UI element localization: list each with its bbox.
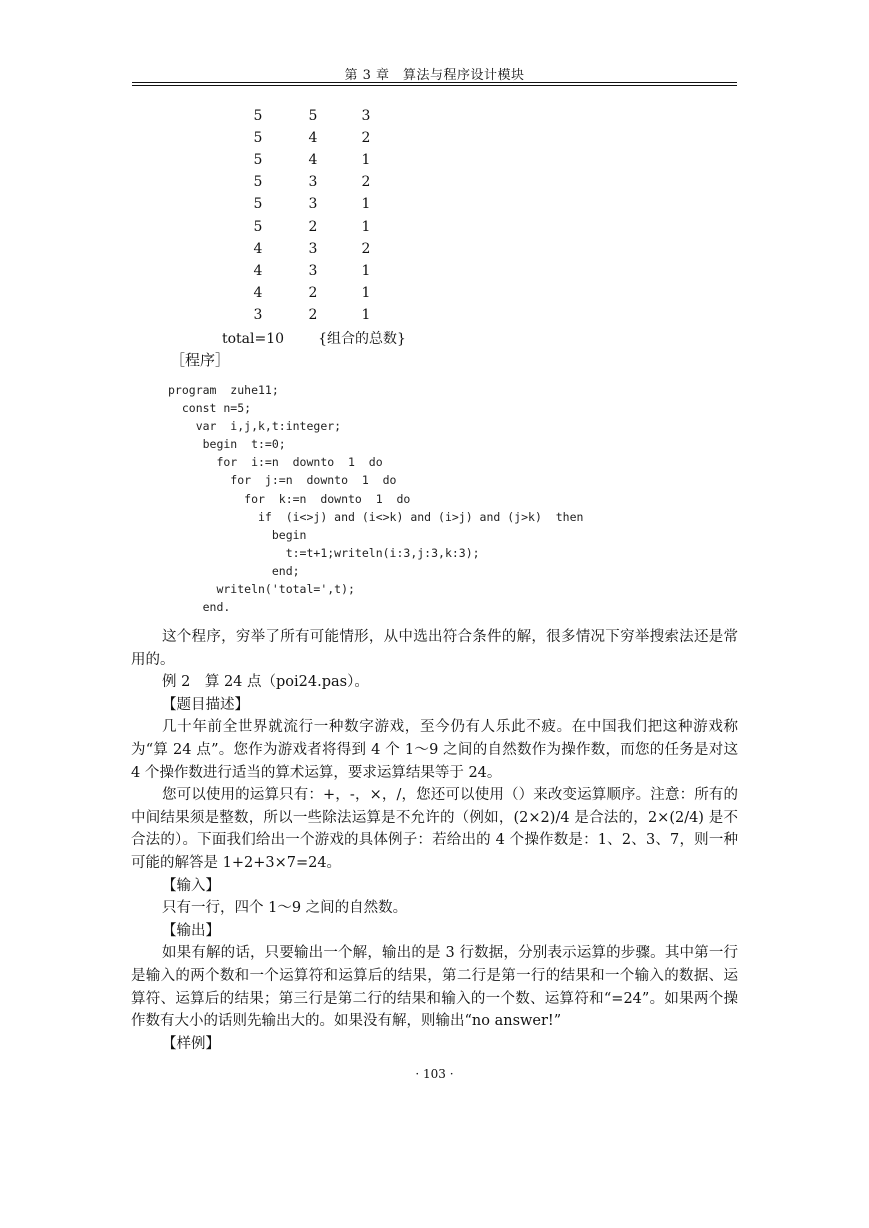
output-cell: 1 bbox=[361, 262, 371, 279]
output-cell: 2 bbox=[308, 306, 318, 323]
output-cell: 4 bbox=[253, 284, 263, 301]
output-cell: 3 bbox=[308, 196, 318, 213]
header-rule-thick bbox=[132, 82, 737, 83]
output-cell: 4 bbox=[253, 240, 263, 257]
output-cell: 3 bbox=[253, 306, 263, 323]
output-cell: 3 bbox=[361, 108, 371, 124]
output-cell: 5 bbox=[253, 152, 263, 169]
total-value: total=10 bbox=[222, 331, 285, 347]
total-note: {组合的总数} bbox=[318, 331, 406, 347]
heading-output: 【输出】 bbox=[162, 922, 220, 939]
paragraph-input: 只有一行，四个 1～9 之间的自然数。 bbox=[162, 900, 408, 917]
output-cell: 4 bbox=[308, 152, 318, 169]
output-cell: 1 bbox=[361, 152, 371, 169]
page-header: 第 3 章 算法与程序设计模块 bbox=[344, 68, 525, 83]
output-cell: 5 bbox=[308, 108, 318, 124]
paragraph-2: 几十年前全世界就流行一种数字游戏，至今仍有人乐此不疲。在中国我们把这种游戏称为“算 24 点”。您作为游戏者将得到 4 个 1～9 之间的自然数作为操作数，而您的任务是对这 4 个操作数进行适当的算术运算，要求运算结果等于 24。 bbox=[131, 719, 738, 781]
output-cell: 5 bbox=[253, 196, 263, 213]
heading-sample: 【样例】 bbox=[162, 1035, 220, 1052]
output-cell: 3 bbox=[308, 262, 318, 279]
output-cell: 2 bbox=[308, 218, 318, 235]
paragraph-1: 这个程序，穷举了所有可能情形，从中选出符合条件的解，很多情况下穷举搜索法还是常用的。 bbox=[131, 629, 738, 668]
output-cell: 1 bbox=[361, 306, 371, 323]
output-cell: 4 bbox=[308, 130, 318, 147]
body-text bbox=[131, 626, 738, 1055]
output-cell: 5 bbox=[253, 130, 263, 147]
total-line bbox=[222, 328, 406, 348]
output-cell: 5 bbox=[253, 218, 263, 235]
header-rule-thin bbox=[132, 85, 737, 86]
output-cell: 1 bbox=[361, 284, 371, 301]
program-label: ［程序］ bbox=[170, 351, 231, 369]
output-cell: 1 bbox=[361, 196, 371, 213]
output-cell: 2 bbox=[308, 284, 318, 301]
output-cell: 3 bbox=[308, 174, 318, 191]
code-block: program zuhe11; const n=5; var i,j,k,t:integer; begin t:=0; for i:=n downto 1 do for j:=n downto 1 do for k:=n downto 1 do if (i<>j) and (i<>k) and (i>j) and (j>k) then begin t:=t+1;writeln(i:3,j:3,k:3); end; writeln('total=',t); end. bbox=[168, 383, 584, 615]
heading-description: 【题目描述】 bbox=[162, 696, 249, 713]
output-cell: 1 bbox=[361, 218, 371, 235]
example-2-title: 例 2 算 24 点（poi24.pas）。 bbox=[162, 674, 369, 691]
output-cell: 3 bbox=[308, 240, 318, 257]
output-cell: 5 bbox=[253, 174, 263, 191]
page-number: · 103 · bbox=[415, 1067, 454, 1081]
output-cell: 2 bbox=[361, 174, 371, 191]
output-cell: 4 bbox=[253, 262, 263, 279]
paragraph-output: 如果有解的话，只要输出一个解，输出的是 3 行数据，分别表示运算的步骤。其中第一行是输入的两个数和一个运算符和运算后的结果，第二行是第一行的结果和一个输入的数据、运算符、运算后的结果；第三行是第二行的结果和输入的一个数、运算符和“=24”。如果两个操作数有大小的话则先输出大的。如果没有解，则输出“no answer!” bbox=[131, 945, 738, 1030]
output-cell: 2 bbox=[361, 130, 371, 147]
output-cell: 5 bbox=[253, 108, 263, 124]
paragraph-3: 您可以使用的运算只有：+，-，×，/，您还可以使用（）来改变运算顺序。注意：所有的中间结果须是整数，所以一些除法运算是不允许的（例如，(2×2)/4 是合法的，2×(2/4) 是不合法的）。下面我们给出一个游戏的具体例子：若给出的 4 个操作数是：1、2、3、7，则一种可能的解答是 1+2+3×7=24。 bbox=[131, 787, 738, 871]
output-cell: 2 bbox=[361, 240, 371, 257]
heading-input: 【输入】 bbox=[162, 877, 220, 894]
